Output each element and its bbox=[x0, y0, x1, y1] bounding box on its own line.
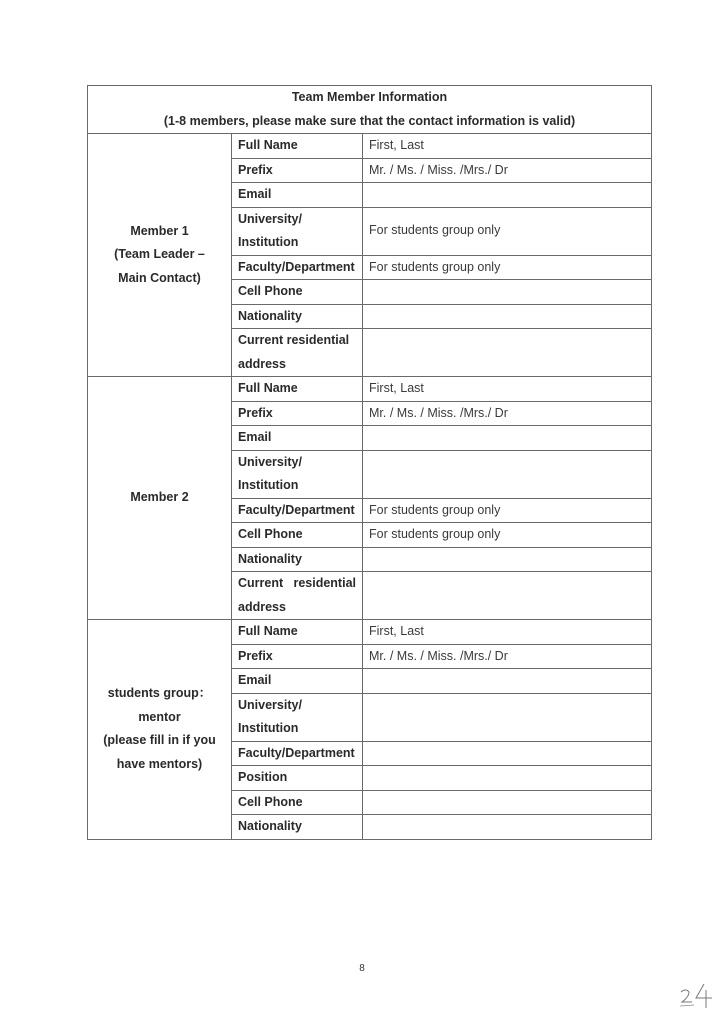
group-label-line: (Team Leader – bbox=[114, 247, 205, 262]
table-row bbox=[88, 620, 652, 645]
field-value-input[interactable] bbox=[363, 304, 652, 329]
group-label-line: mentor bbox=[138, 709, 181, 724]
field-label bbox=[232, 450, 363, 498]
field-value-input[interactable]: Mr. / Ms. / Miss. /Mrs./ Dr bbox=[363, 644, 652, 669]
table-header bbox=[88, 86, 652, 134]
field-label-word: Current bbox=[238, 576, 284, 590]
field-label: Full Name bbox=[232, 134, 363, 159]
field-label: Email bbox=[232, 183, 363, 208]
field-label-line: Institution bbox=[238, 235, 299, 249]
field-label bbox=[232, 693, 363, 741]
group-label bbox=[88, 134, 232, 377]
field-value-input[interactable] bbox=[363, 741, 652, 766]
field-label: Cell Phone bbox=[232, 280, 363, 305]
field-value-input[interactable] bbox=[363, 450, 652, 498]
field-label-line: University/ bbox=[238, 697, 302, 712]
group-label bbox=[88, 620, 232, 840]
field-value-input[interactable] bbox=[363, 766, 652, 791]
field-label: Cell Phone bbox=[232, 790, 363, 815]
field-label: Cell Phone bbox=[232, 523, 363, 548]
field-value-input[interactable] bbox=[363, 815, 652, 840]
field-label: Nationality bbox=[232, 304, 363, 329]
field-label: Full Name bbox=[232, 377, 363, 402]
group-label-line: have mentors) bbox=[116, 756, 203, 771]
field-value-input[interactable] bbox=[363, 790, 652, 815]
field-label bbox=[232, 329, 363, 377]
field-label-word: residential bbox=[293, 576, 356, 590]
field-value-input[interactable]: First, Last bbox=[363, 134, 652, 159]
field-value-input[interactable]: First, Last bbox=[363, 377, 652, 402]
table-subtitle: (1-8 members, please make sure that the contact information is valid) bbox=[163, 113, 576, 128]
field-value-input[interactable]: Mr. / Ms. / Miss. /Mrs./ Dr bbox=[363, 158, 652, 183]
field-label: Prefix bbox=[232, 158, 363, 183]
field-value-input[interactable] bbox=[363, 669, 652, 694]
table-title: Team Member Information bbox=[291, 90, 448, 104]
group-label-line: (please fill in if you bbox=[103, 733, 216, 748]
table-row bbox=[88, 134, 652, 159]
field-value-input[interactable] bbox=[363, 280, 652, 305]
field-label bbox=[232, 572, 363, 620]
field-label: Faculty/Department bbox=[232, 741, 363, 766]
field-value-input[interactable] bbox=[363, 547, 652, 572]
field-label bbox=[232, 207, 363, 255]
field-value-input[interactable] bbox=[363, 183, 652, 208]
handwritten-mark bbox=[678, 980, 718, 1010]
field-value-input[interactable] bbox=[363, 426, 652, 451]
field-label: Position bbox=[232, 766, 363, 791]
field-label-line: address bbox=[238, 356, 286, 371]
field-label-line bbox=[238, 572, 356, 596]
field-label-line: address bbox=[238, 599, 286, 614]
group-label bbox=[88, 377, 232, 620]
page-number: 8 bbox=[359, 963, 365, 974]
field-value-input[interactable]: Mr. / Ms. / Miss. /Mrs./ Dr bbox=[363, 401, 652, 426]
field-label-line: University/ bbox=[238, 454, 302, 469]
group-label-line: Main Contact) bbox=[118, 270, 201, 285]
field-label-line: Institution bbox=[238, 478, 299, 492]
table-header-row bbox=[88, 86, 652, 134]
group-label-line: students group： bbox=[107, 686, 212, 701]
field-value-input[interactable] bbox=[363, 329, 652, 377]
field-value-input[interactable]: For students group only bbox=[363, 207, 652, 255]
table-row bbox=[88, 377, 652, 402]
field-label: Prefix bbox=[232, 401, 363, 426]
field-label: Faculty/Department bbox=[232, 498, 363, 523]
field-label: Prefix bbox=[232, 644, 363, 669]
field-label-line: University/ bbox=[238, 211, 302, 226]
field-value-input[interactable] bbox=[363, 693, 652, 741]
field-label: Email bbox=[232, 669, 363, 694]
field-value-input[interactable] bbox=[363, 572, 652, 620]
field-label: Full Name bbox=[232, 620, 363, 645]
field-label: Nationality bbox=[232, 815, 363, 840]
field-label: Email bbox=[232, 426, 363, 451]
group-label-line: Member 1 bbox=[130, 223, 189, 238]
field-value-input[interactable]: First, Last bbox=[363, 620, 652, 645]
team-member-table bbox=[87, 85, 652, 840]
field-label-line: Current residential bbox=[238, 333, 350, 347]
field-label: Nationality bbox=[232, 547, 363, 572]
field-value-input[interactable]: For students group only bbox=[363, 498, 652, 523]
field-value-input[interactable]: For students group only bbox=[363, 255, 652, 280]
group-label-line: Member 2 bbox=[130, 490, 189, 505]
field-label-line: Institution bbox=[238, 721, 299, 735]
field-value-input[interactable]: For students group only bbox=[363, 523, 652, 548]
field-label: Faculty/Department bbox=[232, 255, 363, 280]
